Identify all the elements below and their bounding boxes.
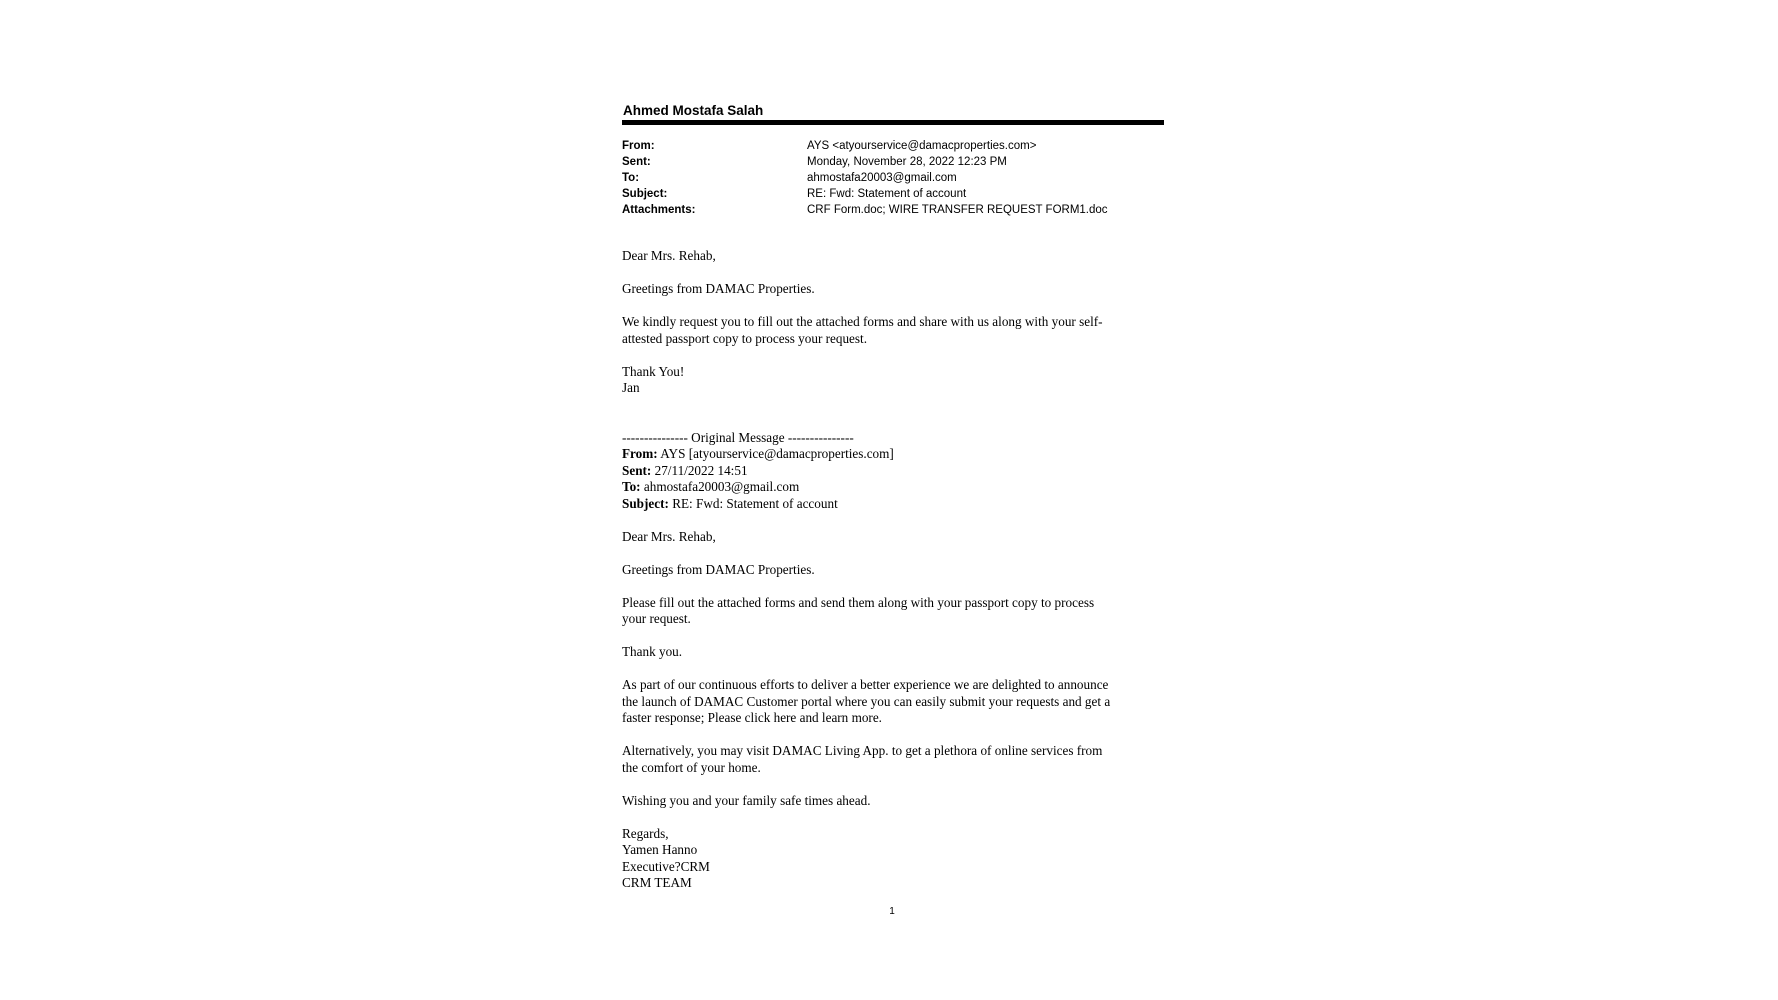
email-header-block xyxy=(622,138,1164,218)
original-greeting: Greetings from DAMAC Properties. xyxy=(622,561,815,577)
original-to-value: ahmostafa20003@gmail.com xyxy=(643,479,800,494)
header-label: From: xyxy=(622,140,655,152)
reply-signature: Jan xyxy=(622,380,640,395)
reply-thanks: Thank You! xyxy=(622,363,685,379)
original-to-row xyxy=(622,479,1162,496)
original-sent-label: Sent: xyxy=(622,462,652,478)
original-subject-value: RE: Fwd: Statement of account xyxy=(672,495,838,511)
original-sent-row xyxy=(622,463,1162,480)
regards-line: Regards, xyxy=(622,825,669,841)
header-value: ahmostafa20003@gmail.com xyxy=(807,172,957,184)
mailbox-owner-name: Ahmed Mostafa Salah xyxy=(623,103,764,118)
header-value: AYS <atyourservice@damacproperties.com> xyxy=(807,140,1037,152)
original-message-headers xyxy=(622,430,1162,513)
email-printout xyxy=(622,102,1164,892)
header-label: Sent: xyxy=(622,156,651,168)
text-line: the comfort of your home. xyxy=(622,759,761,775)
original-from-row xyxy=(622,446,1162,463)
attachments-value: CRF Form.doc; WIRE TRANSFER REQUEST FORM1.doc xyxy=(807,204,1108,216)
app-notice xyxy=(622,743,1162,776)
text-line: attested passport copy to process your request. xyxy=(622,330,868,346)
header-row-attachments xyxy=(622,202,1164,218)
header-row-from xyxy=(622,138,1164,154)
original-sent-value: 27/11/2022 14:51 xyxy=(654,462,748,478)
portal-announcement xyxy=(622,677,1162,727)
original-subject-label: Subject: xyxy=(622,495,669,511)
header-label: Subject: xyxy=(622,188,668,200)
original-thanks: Thank you. xyxy=(622,644,683,659)
header-rule xyxy=(622,120,1164,125)
header-label: Attachments: xyxy=(622,204,696,216)
reply-request xyxy=(622,314,1162,347)
header-value: RE: Fwd: Statement of account xyxy=(807,188,967,200)
original-subject-row xyxy=(622,496,1162,513)
original-salutation: Dear Mrs. Rehab, xyxy=(622,528,716,544)
wishes-line: Wishing you and your family safe times ahead. xyxy=(622,792,871,808)
original-from-value: AYS [atyourservice@damacproperties.com] xyxy=(660,446,894,461)
reply-salutation: Dear Mrs. Rehab, xyxy=(622,248,716,263)
text-line: As part of our continuous efforts to deliver a better experience we are delighted to announce xyxy=(622,677,1109,692)
original-to-label: To: xyxy=(622,479,641,494)
signature-name: Yamen Hanno xyxy=(622,842,698,857)
page-number: 1 xyxy=(889,906,895,917)
text-line: Please fill out the attached forms and send them along with your passport copy to process xyxy=(622,594,1095,610)
header-row-subject xyxy=(622,186,1164,202)
reply-signoff xyxy=(622,364,1162,397)
header-row-to xyxy=(622,170,1164,186)
reply-greeting: Greetings from DAMAC Properties. xyxy=(622,281,815,296)
text-line: Alternatively, you may visit DAMAC Living App. to get a plethora of online services from xyxy=(622,743,1103,758)
header-value: Monday, November 28, 2022 12:23 PM xyxy=(807,156,1007,168)
email-body xyxy=(622,248,1164,892)
original-message-separator: --------------- Original Message --------------- xyxy=(622,429,854,445)
text-line: the launch of DAMAC Customer portal where you can easily submit your requests and get a xyxy=(622,693,1111,709)
text-line: We kindly request you to fill out the attached forms and share with us along with your self- xyxy=(622,314,1103,329)
header-label: To: xyxy=(622,172,640,184)
text-line: faster response; Please click here and learn more. xyxy=(622,710,882,725)
spacer xyxy=(622,397,1164,430)
header-row-sent xyxy=(622,154,1164,170)
original-request xyxy=(622,595,1162,628)
original-signature-block xyxy=(622,826,1162,892)
signature-team: CRM TEAM xyxy=(622,875,692,890)
text-line: your request. xyxy=(622,611,691,626)
signature-title: Executive?CRM xyxy=(622,858,710,874)
original-from-label: From: xyxy=(622,446,658,461)
